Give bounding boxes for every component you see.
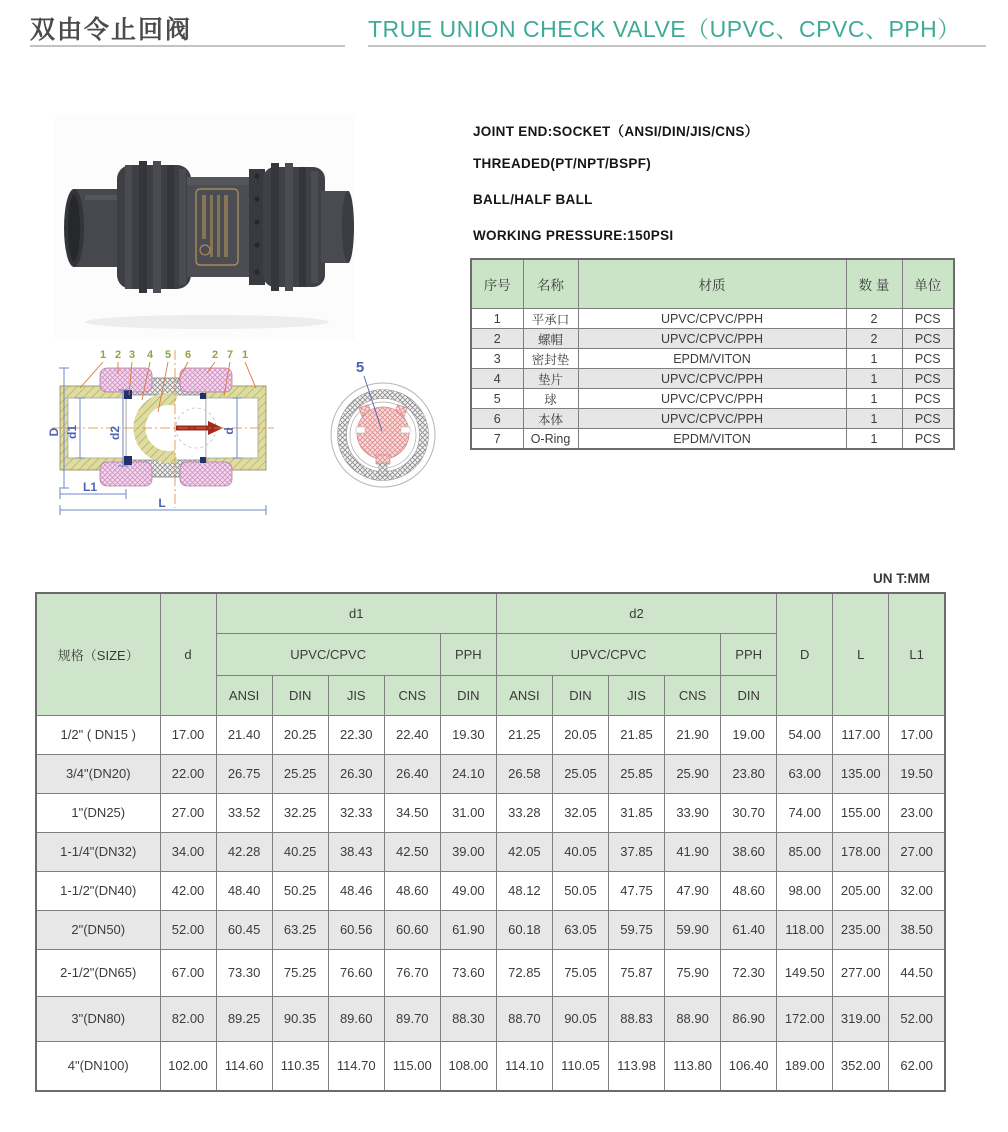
col-header-D: D: [777, 593, 833, 715]
table-cell: 20.05: [552, 715, 608, 754]
table-cell: 113.80: [665, 1041, 721, 1091]
std-din-pph-d1: DIN: [440, 675, 496, 715]
dim-label-d1: d1: [65, 424, 79, 440]
table-cell: 21.40: [216, 715, 272, 754]
table-cell: 74.00: [777, 793, 833, 832]
table-cell: 63.05: [552, 910, 608, 949]
table-cell: 17.00: [889, 715, 945, 754]
end-view: [331, 359, 435, 487]
table-cell: 25.05: [552, 754, 608, 793]
table-cell: 39.00: [440, 832, 496, 871]
seal-top: [124, 390, 132, 399]
table-cell: 33.52: [216, 793, 272, 832]
col-header-size: 规格（SIZE）: [36, 593, 160, 715]
table-cell: 189.00: [777, 1041, 833, 1091]
table-cell: PCS: [902, 329, 954, 349]
table-row: [471, 309, 954, 329]
table-cell: 1: [846, 409, 902, 429]
table-cell: 135.00: [833, 754, 889, 793]
table-cell: 205.00: [833, 871, 889, 910]
table-cell: 2: [846, 329, 902, 349]
callout-7: 7: [226, 349, 234, 361]
table-cell: 1: [846, 429, 902, 450]
table-cell: 27.00: [160, 793, 216, 832]
table-cell: 19.30: [440, 715, 496, 754]
table-cell: 108.00: [440, 1041, 496, 1091]
table-cell: 30.70: [721, 793, 777, 832]
table-cell: 26.58: [496, 754, 552, 793]
table-cell: EPDM/VITON: [578, 349, 846, 369]
table-cell: 31.85: [609, 793, 665, 832]
col-header-d: d: [160, 593, 216, 715]
table-cell: 118.00: [777, 910, 833, 949]
table-cell: UPVC/CPVC/PPH: [578, 329, 846, 349]
spec-working-pressure: WORKING PRESSURE:150PSI: [473, 228, 674, 243]
table-cell: PCS: [902, 309, 954, 329]
right-union-nut-top: [180, 368, 232, 392]
table-cell: 75.90: [665, 949, 721, 996]
table-cell: 1/2" ( DN15 ): [36, 715, 160, 754]
table-cell: 2: [471, 329, 523, 349]
col-group-pph-d2: PPH: [721, 633, 777, 675]
table-cell: O-Ring: [523, 429, 578, 450]
table-cell: 22.00: [160, 754, 216, 793]
page-title-english: TRUE UNION CHECK VALVE（UPVC、CPVC、PPH）: [368, 16, 961, 42]
table-cell: 42.28: [216, 832, 272, 871]
callout-6: 6: [184, 349, 192, 361]
callout-3: 3: [128, 349, 136, 361]
table-cell: 235.00: [833, 910, 889, 949]
table-cell: 42.50: [384, 832, 440, 871]
callout-5: 5: [164, 349, 172, 361]
table-cell: PCS: [902, 349, 954, 369]
table-cell: 60.60: [384, 910, 440, 949]
table-cell: 113.98: [609, 1041, 665, 1091]
table-cell: UPVC/CPVC/PPH: [578, 389, 846, 409]
table-cell: 76.70: [384, 949, 440, 996]
col-header-L: L: [833, 593, 889, 715]
callout-1b: 1: [241, 349, 249, 361]
table-row: [471, 369, 954, 389]
std-cns-d2: CNS: [665, 675, 721, 715]
table-cell: 67.00: [160, 949, 216, 996]
table-cell: 72.30: [721, 949, 777, 996]
table-row: [36, 871, 945, 910]
table-cell: 88.30: [440, 996, 496, 1041]
table-cell: 25.90: [665, 754, 721, 793]
col-header-name: 名称: [523, 259, 578, 309]
table-cell: 1"(DN25): [36, 793, 160, 832]
table-cell: 48.60: [384, 871, 440, 910]
table-cell: 31.00: [440, 793, 496, 832]
table-cell: 117.00: [833, 715, 889, 754]
table-cell: 44.50: [889, 949, 945, 996]
table-cell: 76.60: [328, 949, 384, 996]
callout-2: 2: [114, 349, 122, 361]
table-cell: 48.46: [328, 871, 384, 910]
callout-4: 4: [146, 349, 154, 361]
table-cell: 25.85: [609, 754, 665, 793]
table-cell: 38.43: [328, 832, 384, 871]
table-cell: 41.90: [665, 832, 721, 871]
table-cell: 42.00: [160, 871, 216, 910]
table-cell: 62.00: [889, 1041, 945, 1091]
table-cell: 23.00: [889, 793, 945, 832]
table-row: [471, 349, 954, 369]
table-cell: 48.60: [721, 871, 777, 910]
product-photo-valve: [55, 115, 355, 340]
table-cell: 平承口: [523, 309, 578, 329]
table-row: [36, 949, 945, 996]
table-cell: 3/4"(DN20): [36, 754, 160, 793]
table-cell: EPDM/VITON: [578, 429, 846, 450]
table-cell: 49.00: [440, 871, 496, 910]
table-cell: 22.40: [384, 715, 440, 754]
table-cell: 54.00: [777, 715, 833, 754]
table-cell: 352.00: [833, 1041, 889, 1091]
table-cell: 2-1/2"(DN65): [36, 949, 160, 996]
table-cell: 1: [846, 369, 902, 389]
table-cell: 33.90: [665, 793, 721, 832]
dim-label-d: d: [222, 427, 236, 435]
table-cell: PCS: [902, 369, 954, 389]
table-cell: 2"(DN50): [36, 910, 160, 949]
col-group-upvc-d1: UPVC/CPVC: [216, 633, 440, 675]
table-cell: 60.18: [496, 910, 552, 949]
table-cell: 1: [846, 389, 902, 409]
table-cell: 89.70: [384, 996, 440, 1041]
table-cell: 5: [471, 389, 523, 409]
dim-label-L: L: [158, 496, 166, 510]
table-cell: 73.30: [216, 949, 272, 996]
table-cell: 47.75: [609, 871, 665, 910]
table-row: [36, 1041, 945, 1091]
table-cell: 38.60: [721, 832, 777, 871]
seal-bottom: [124, 456, 132, 465]
callout-1: 1: [99, 349, 107, 361]
table-cell: 34.50: [384, 793, 440, 832]
table-cell: 32.00: [889, 871, 945, 910]
table-row: [36, 996, 945, 1041]
table-cell: 37.85: [609, 832, 665, 871]
table-cell: 319.00: [833, 996, 889, 1041]
col-group-pph-d1: PPH: [440, 633, 496, 675]
std-din-d1: DIN: [272, 675, 328, 715]
table-cell: 17.00: [160, 715, 216, 754]
table-cell: 6: [471, 409, 523, 429]
table-cell: 155.00: [833, 793, 889, 832]
std-din-pph-d2: DIN: [721, 675, 777, 715]
table-cell: 106.40: [721, 1041, 777, 1091]
table-cell: 88.83: [609, 996, 665, 1041]
table-cell: 32.25: [272, 793, 328, 832]
table-cell: 1-1/4"(DN32): [36, 832, 160, 871]
dim-label-L1: L1: [82, 480, 98, 494]
unit-note: UN T:MM: [873, 571, 930, 586]
table-cell: PCS: [902, 429, 954, 450]
table-row: [471, 429, 954, 450]
std-din-d2: DIN: [552, 675, 608, 715]
table-cell: 密封垫: [523, 349, 578, 369]
callout-2b: 2: [211, 349, 219, 361]
table-cell: 21.90: [665, 715, 721, 754]
table-cell: 38.50: [889, 910, 945, 949]
table-cell: 1: [846, 349, 902, 369]
table-row: [471, 389, 954, 409]
table-cell: 3: [471, 349, 523, 369]
page-title-chinese: 双由令止回阀: [30, 16, 193, 44]
col-group-upvc-d2: UPVC/CPVC: [496, 633, 720, 675]
table-cell: 33.28: [496, 793, 552, 832]
table-cell: 114.60: [216, 1041, 272, 1091]
table-cell: 114.70: [328, 1041, 384, 1091]
col-header-qty: 数 量: [846, 259, 902, 309]
right-union-nut-bottom: [180, 462, 232, 486]
table-cell: 52.00: [160, 910, 216, 949]
table-cell: 63.00: [777, 754, 833, 793]
table-cell: 86.90: [721, 996, 777, 1041]
table-cell: 90.35: [272, 996, 328, 1041]
col-header-L1: L1: [889, 593, 945, 715]
table-cell: UPVC/CPVC/PPH: [578, 409, 846, 429]
table-cell: PCS: [902, 389, 954, 409]
table-cell: 19.00: [721, 715, 777, 754]
col-header-no: 序号: [471, 259, 523, 309]
table-cell: 61.40: [721, 910, 777, 949]
table-row: [36, 910, 945, 949]
table-cell: 98.00: [777, 871, 833, 910]
table-cell: PCS: [902, 409, 954, 429]
table-cell: 19.50: [889, 754, 945, 793]
title-divider-left: [30, 45, 345, 47]
table-cell: 75.25: [272, 949, 328, 996]
table-row: [36, 793, 945, 832]
std-cns-d1: CNS: [384, 675, 440, 715]
table-cell: 102.00: [160, 1041, 216, 1091]
std-jis-d1: JIS: [328, 675, 384, 715]
dim-label-D: D: [47, 427, 61, 437]
table-cell: 172.00: [777, 996, 833, 1041]
table-row: [36, 832, 945, 871]
table-cell: 25.25: [272, 754, 328, 793]
parts-table: [470, 258, 955, 450]
table-cell: 52.00: [889, 996, 945, 1041]
table-cell: 本体: [523, 409, 578, 429]
table-cell: 61.90: [440, 910, 496, 949]
table-cell: 40.05: [552, 832, 608, 871]
table-cell: 89.25: [216, 996, 272, 1041]
table-cell: 40.25: [272, 832, 328, 871]
table-cell: 75.05: [552, 949, 608, 996]
table-cell: 85.00: [777, 832, 833, 871]
table-cell: 110.05: [552, 1041, 608, 1091]
table-cell: 82.00: [160, 996, 216, 1041]
table-cell: 63.25: [272, 910, 328, 949]
std-ansi-d2: ANSI: [496, 675, 552, 715]
table-cell: 20.25: [272, 715, 328, 754]
end-view-callout-5: 5: [355, 359, 365, 376]
table-cell: UPVC/CPVC/PPH: [578, 309, 846, 329]
table-cell: 149.50: [777, 949, 833, 996]
table-cell: 1: [471, 309, 523, 329]
spec-text-block: [473, 120, 953, 264]
title-divider-right: [368, 45, 986, 47]
table-cell: 垫片: [523, 369, 578, 389]
table-cell: 47.90: [665, 871, 721, 910]
table-row: [36, 715, 945, 754]
table-cell: 26.40: [384, 754, 440, 793]
std-jis-d2: JIS: [609, 675, 665, 715]
table-cell: 21.25: [496, 715, 552, 754]
col-group-d1: d1: [216, 593, 496, 633]
dimension-table: [35, 592, 946, 1092]
table-cell: 60.45: [216, 910, 272, 949]
table-cell: 50.25: [272, 871, 328, 910]
table-cell: 59.90: [665, 910, 721, 949]
table-cell: 2: [846, 309, 902, 329]
table-cell: 螺帽: [523, 329, 578, 349]
table-cell: 114.10: [496, 1041, 552, 1091]
table-cell: 32.05: [552, 793, 608, 832]
table-cell: 22.30: [328, 715, 384, 754]
table-cell: 88.90: [665, 996, 721, 1041]
table-cell: 277.00: [833, 949, 889, 996]
col-header-material: 材质: [578, 259, 846, 309]
table-cell: 110.35: [272, 1041, 328, 1091]
table-row: [36, 754, 945, 793]
table-cell: 27.00: [889, 832, 945, 871]
table-cell: 75.87: [609, 949, 665, 996]
spec-joint-end: JOINT END:SOCKET（ANSI/DIN/JIS/CNS）: [473, 124, 759, 139]
dim-header-row-1: [36, 593, 945, 633]
table-cell: 球: [523, 389, 578, 409]
table-cell: 34.00: [160, 832, 216, 871]
col-group-d2: d2: [496, 593, 776, 633]
table-cell: 88.70: [496, 996, 552, 1041]
table-cell: 32.33: [328, 793, 384, 832]
table-cell: 23.80: [721, 754, 777, 793]
spec-threaded: THREADED(PT/NPT/BSPF): [473, 156, 652, 171]
table-cell: 72.85: [496, 949, 552, 996]
parts-table-header-row: [471, 259, 954, 309]
table-cell: 48.40: [216, 871, 272, 910]
table-cell: 89.60: [328, 996, 384, 1041]
table-cell: 73.60: [440, 949, 496, 996]
table-cell: UPVC/CPVC/PPH: [578, 369, 846, 389]
std-ansi-d1: ANSI: [216, 675, 272, 715]
table-cell: 1-1/2"(DN40): [36, 871, 160, 910]
table-cell: 178.00: [833, 832, 889, 871]
table-cell: 42.05: [496, 832, 552, 871]
table-cell: 60.56: [328, 910, 384, 949]
table-cell: 115.00: [384, 1041, 440, 1091]
table-cell: 50.05: [552, 871, 608, 910]
dim-label-d2: d2: [108, 425, 122, 441]
table-cell: 24.10: [440, 754, 496, 793]
table-cell: 90.05: [552, 996, 608, 1041]
table-cell: 4"(DN100): [36, 1041, 160, 1091]
table-cell: 26.75: [216, 754, 272, 793]
table-cell: 26.30: [328, 754, 384, 793]
table-cell: 59.75: [609, 910, 665, 949]
table-cell: 7: [471, 429, 523, 450]
table-cell: 48.12: [496, 871, 552, 910]
spec-ball: BALL/HALF BALL: [473, 192, 593, 207]
table-cell: 4: [471, 369, 523, 389]
table-row: [471, 409, 954, 429]
table-cell: 21.85: [609, 715, 665, 754]
technical-drawing: [30, 340, 470, 535]
table-cell: 3"(DN80): [36, 996, 160, 1041]
col-header-unit: 单位: [902, 259, 954, 309]
table-row: [471, 329, 954, 349]
